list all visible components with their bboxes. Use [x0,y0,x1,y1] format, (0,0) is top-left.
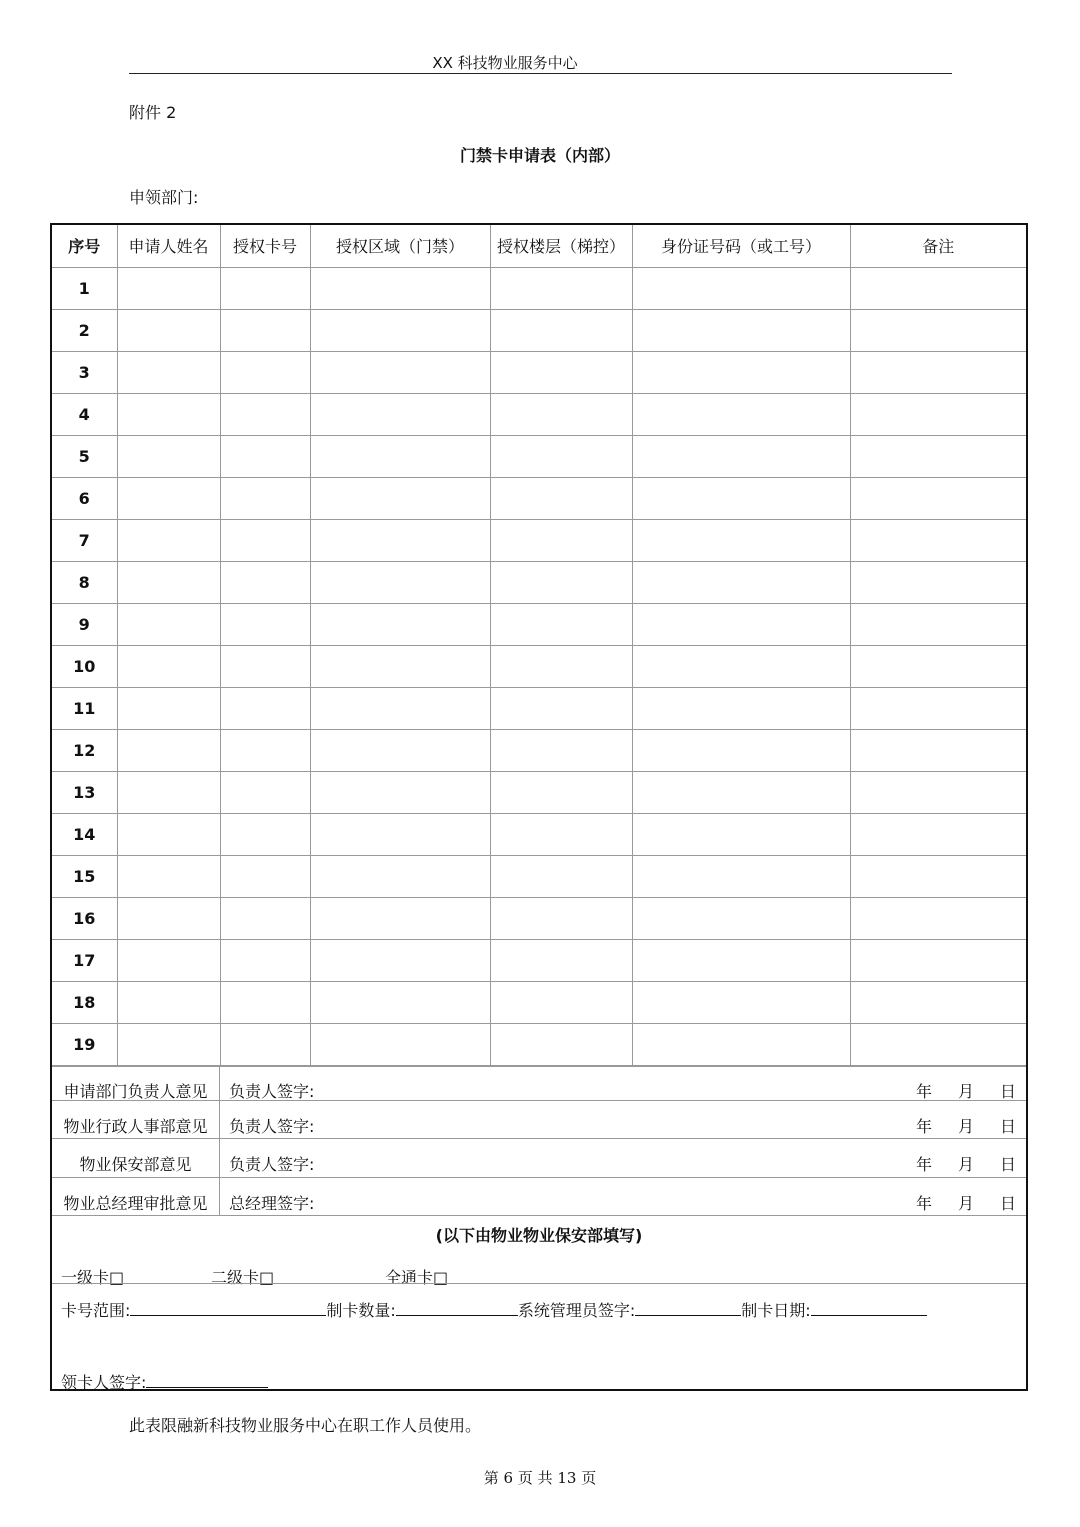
table-cell[interactable] [850,771,1026,813]
table-cell[interactable] [632,519,850,561]
table-row [52,813,1026,855]
table-cell[interactable] [310,393,490,435]
table-cell[interactable] [117,603,220,645]
table-row [52,981,1026,1023]
table-cell[interactable] [220,771,310,813]
table-row [52,435,1026,477]
row-index: 7 [52,519,117,561]
table-cell[interactable] [220,603,310,645]
table-row [52,477,1026,519]
form-title: 门禁卡申请表（内部） [459,146,620,165]
row-index: 16 [52,897,117,939]
table-cell[interactable] [220,477,310,519]
row-index: 5 [52,435,117,477]
table-row [52,519,1026,561]
table-cell[interactable] [632,981,850,1023]
attachment-label: 附件 2 [129,103,177,122]
table-row [52,939,1026,981]
table-cell[interactable] [490,771,632,813]
row-index: 13 [52,771,117,813]
card-count-blank[interactable] [396,1301,518,1316]
table-row [52,687,1026,729]
table-cell[interactable] [310,1023,490,1065]
table-row [52,855,1026,897]
table-row [52,351,1026,393]
row-index: 10 [52,645,117,687]
approval-sign: 负责人签字: [229,1117,315,1136]
department-label: 申领部门: [129,188,199,207]
table-cell[interactable] [490,855,632,897]
table-cell[interactable] [220,519,310,561]
header-rule [129,73,952,74]
table-cell[interactable] [632,351,850,393]
col-header-index: 序号 [52,225,117,267]
table-cell[interactable] [310,939,490,981]
table-row [52,645,1026,687]
row-index: 8 [52,561,117,603]
approval-sign: 负责人签字: [229,1155,315,1174]
table-cell[interactable] [117,477,220,519]
table-cell[interactable] [310,435,490,477]
table-cell[interactable] [117,855,220,897]
table-cell[interactable] [310,561,490,603]
row-index: 1 [52,267,117,309]
table-cell[interactable] [632,645,850,687]
card-level-1-checkbox[interactable]: 一级卡□ [61,1268,125,1287]
table-cell[interactable] [490,435,632,477]
approval-date: 年 月 日 [916,1155,1016,1174]
col-header-area: 授权区域（门禁） [310,225,490,267]
card-level-2-checkbox[interactable]: 二级卡□ [211,1268,275,1287]
table-cell[interactable] [490,351,632,393]
applicant-table [52,225,1026,1066]
table-row [52,309,1026,351]
table-cell[interactable] [850,477,1026,519]
table-cell[interactable] [310,897,490,939]
table-cell[interactable] [490,729,632,771]
table-row [52,729,1026,771]
table-cell[interactable] [117,393,220,435]
approval-label: 物业总经理审批意见 [63,1194,208,1213]
table-cell[interactable] [850,603,1026,645]
table-row [52,603,1026,645]
receiver-field [61,1370,268,1393]
table-cell[interactable] [850,939,1026,981]
make-date-blank[interactable] [811,1301,927,1316]
table-cell[interactable] [117,435,220,477]
table-cell[interactable] [220,309,310,351]
table-cell[interactable] [850,393,1026,435]
table-cell[interactable] [632,561,850,603]
card-range-blank[interactable] [130,1301,326,1316]
table-cell[interactable] [490,687,632,729]
col-header-floor: 授权楼层（梯控） [490,225,632,267]
security-note: (以下由物业物业保安部填写) [435,1226,643,1245]
table-cell[interactable] [220,729,310,771]
table-cell[interactable] [310,309,490,351]
receiver-sign-label: 领卡人签字: [61,1373,147,1392]
table-cell[interactable] [850,561,1026,603]
table-cell[interactable] [220,981,310,1023]
table-cell[interactable] [310,813,490,855]
approval-sign: 负责人签字: [229,1082,315,1101]
approval-date: 年 月 日 [916,1194,1016,1213]
table-cell[interactable] [632,435,850,477]
receiver-sign-blank[interactable] [146,1373,268,1388]
col-header-card-no: 授权卡号 [220,225,310,267]
table-cell[interactable] [220,687,310,729]
table-cell[interactable] [850,267,1026,309]
row-index: 18 [52,981,117,1023]
approval-line-2 [52,1138,1026,1139]
table-cell[interactable] [117,1023,220,1065]
approval-label: 物业行政人事部意见 [63,1117,208,1136]
approval-label: 申请部门负责人意见 [63,1082,208,1101]
table-cell[interactable] [850,435,1026,477]
table-cell[interactable] [632,771,850,813]
col-header-remark: 备注 [850,225,1026,267]
table-row [52,267,1026,309]
table-cell[interactable] [490,561,632,603]
approval-divider [219,1066,220,1215]
table-cell[interactable] [490,477,632,519]
admin-sign-label: 系统管理员签字: [517,1301,636,1320]
table-cell[interactable] [310,729,490,771]
table-cell[interactable] [850,729,1026,771]
table-cell[interactable] [117,687,220,729]
card-fields [61,1298,927,1321]
table-cell[interactable] [490,519,632,561]
approval-top-line [52,1066,1026,1067]
table-row [52,1023,1026,1065]
table-cell[interactable] [310,603,490,645]
table-cell[interactable] [632,603,850,645]
table-cell[interactable] [117,729,220,771]
table-cell[interactable] [117,813,220,855]
table-cell[interactable] [632,393,850,435]
footnote: 此表限融新科技物业服务中心在职工作人员使用。 [129,1416,482,1435]
table-cell[interactable] [632,939,850,981]
card-all-access-checkbox[interactable]: 全通卡□ [385,1268,449,1287]
table-cell[interactable] [490,1023,632,1065]
table-cell[interactable] [220,267,310,309]
table-cell[interactable] [850,897,1026,939]
page-number: 第 6 页 共 13 页 [483,1469,597,1487]
table-cell[interactable] [310,855,490,897]
table-cell[interactable] [220,1023,310,1065]
admin-sign-blank[interactable] [635,1301,741,1316]
table-cell[interactable] [220,855,310,897]
table-cell[interactable] [632,813,850,855]
table-cell[interactable] [850,645,1026,687]
table-cell[interactable] [310,519,490,561]
table-cell[interactable] [490,939,632,981]
table-cell[interactable] [632,855,850,897]
table-cell[interactable] [117,561,220,603]
table-cell[interactable] [632,687,850,729]
table-cell[interactable] [850,855,1026,897]
table-cell[interactable] [310,687,490,729]
row-index: 11 [52,687,117,729]
approval-date: 年 月 日 [916,1082,1016,1101]
col-header-id: 身份证号码（或工号） [632,225,850,267]
table-cell[interactable] [220,435,310,477]
table-cell[interactable] [117,309,220,351]
table-cell[interactable] [632,897,850,939]
table-header-row [52,225,1026,267]
table-cell[interactable] [632,1023,850,1065]
row-index: 3 [52,351,117,393]
card-range-label: 卡号范围: [61,1301,131,1320]
table-cell[interactable] [117,519,220,561]
table-cell[interactable] [490,981,632,1023]
make-date-label: 制卡日期: [741,1301,811,1320]
row-index: 19 [52,1023,117,1065]
table-cell[interactable] [117,267,220,309]
row-index: 12 [52,729,117,771]
table-row [52,393,1026,435]
table-cell[interactable] [220,393,310,435]
row-index: 15 [52,855,117,897]
table-cell[interactable] [632,729,850,771]
table-cell[interactable] [490,813,632,855]
table-row [52,897,1026,939]
table-row [52,771,1026,813]
table-cell[interactable] [220,351,310,393]
row-index: 6 [52,477,117,519]
table-cell[interactable] [850,309,1026,351]
table-cell[interactable] [490,267,632,309]
table-cell[interactable] [310,771,490,813]
table-cell[interactable] [310,351,490,393]
table-cell[interactable] [117,939,220,981]
table-cell[interactable] [490,393,632,435]
card-count-label: 制卡数量: [326,1301,396,1320]
cards-divider [52,1283,1026,1284]
table-cell[interactable] [850,519,1026,561]
row-index: 4 [52,393,117,435]
approval-date: 年 月 日 [916,1117,1016,1136]
row-index: 2 [52,309,117,351]
table-cell[interactable] [490,309,632,351]
approval-sign: 总经理签字: [229,1194,315,1213]
approval-label: 物业保安部意见 [79,1155,192,1174]
table-cell[interactable] [220,897,310,939]
table-cell[interactable] [310,477,490,519]
table-cell[interactable] [632,267,850,309]
approval-bottom-line [52,1215,1026,1216]
table-cell[interactable] [117,981,220,1023]
table-cell[interactable] [310,267,490,309]
row-index: 9 [52,603,117,645]
table-cell[interactable] [850,981,1026,1023]
table-cell[interactable] [632,309,850,351]
table-cell[interactable] [850,1023,1026,1065]
table-row [52,561,1026,603]
table-cell[interactable] [490,645,632,687]
table-cell[interactable] [310,981,490,1023]
table-cell[interactable] [117,645,220,687]
table-cell[interactable] [490,897,632,939]
table-cell[interactable] [850,351,1026,393]
table-cell[interactable] [117,771,220,813]
table-cell[interactable] [490,603,632,645]
approval-line-3 [52,1177,1026,1178]
row-index: 17 [52,939,117,981]
row-index: 14 [52,813,117,855]
col-header-name: 申请人姓名 [117,225,220,267]
table-cell[interactable] [850,813,1026,855]
table-cell[interactable] [117,897,220,939]
table-cell[interactable] [220,561,310,603]
application-form [50,223,1028,1391]
table-cell[interactable] [632,477,850,519]
table-cell[interactable] [850,687,1026,729]
table-cell[interactable] [220,939,310,981]
table-cell[interactable] [310,645,490,687]
table-cell[interactable] [117,351,220,393]
table-cell[interactable] [220,645,310,687]
page-header: XX 科技物业服务中心 [432,54,578,72]
table-cell[interactable] [220,813,310,855]
